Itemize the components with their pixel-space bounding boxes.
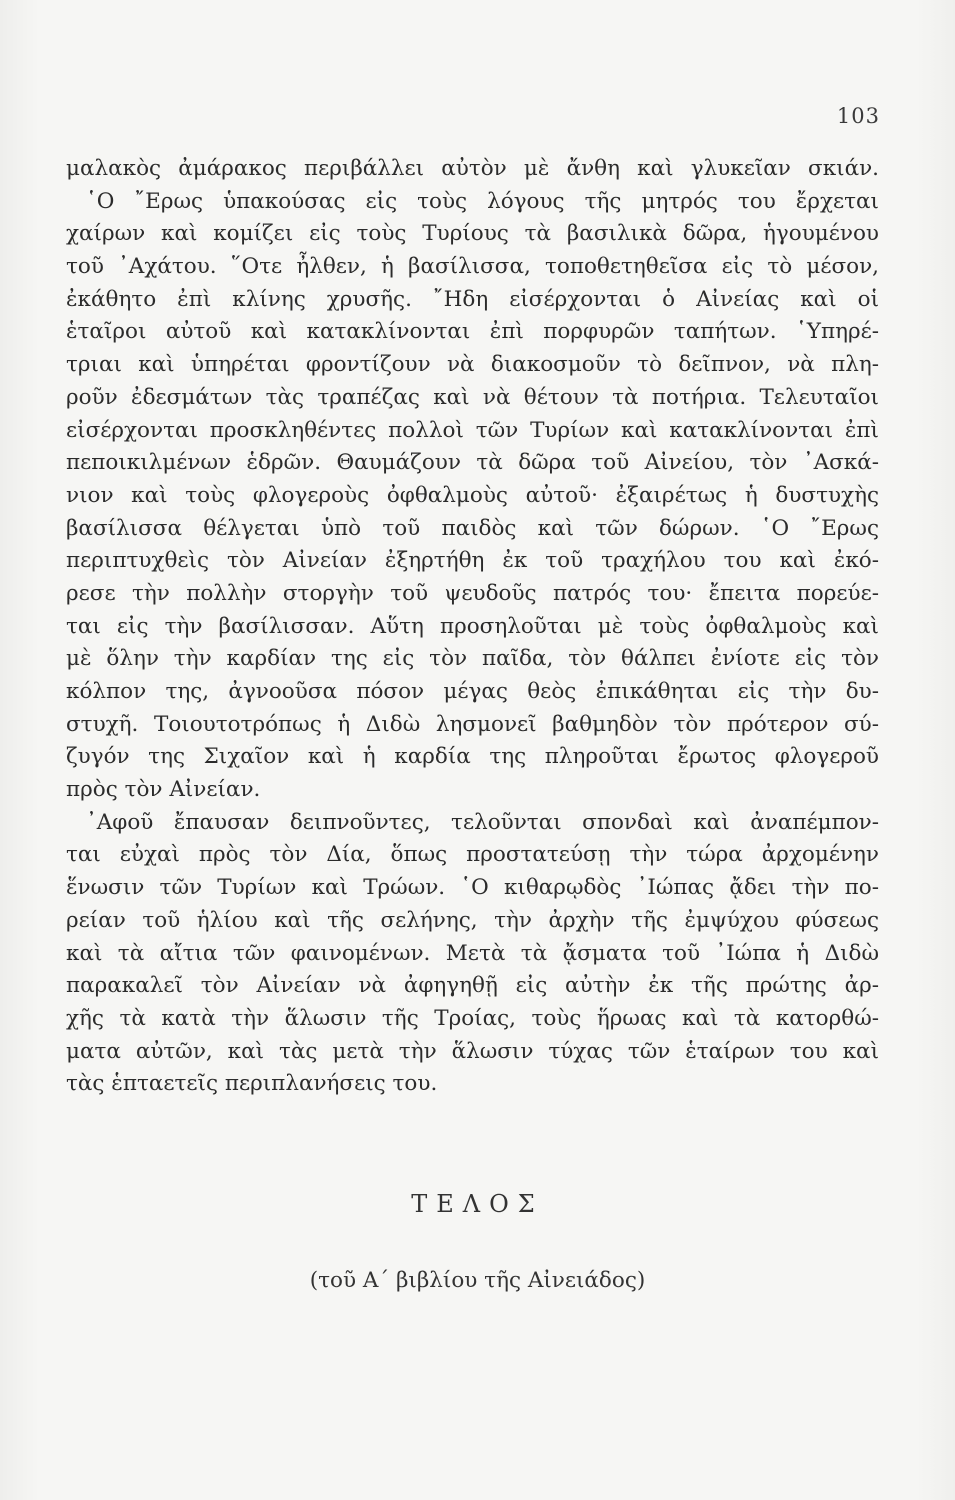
text-line: ροῦν ἐδεσμάτων τὰς τραπέζας καὶ νὰ θέτουν τὰ ποτήρια. Τελευταῖοι [66,384,879,410]
text-line: ματα αὐτῶν, καὶ τὰς μετὰ τὴν ἅλωσιν τύχας τῶν ἑταίρων του καὶ [66,1038,879,1064]
text-line: ται εἰς τὴν βασίλισσαν. Αὕτη προσηλοῦται μὲ τοὺς ὀφθαλμοὺς καὶ [66,613,879,639]
text-line: χῆς τὰ κατὰ τὴν ἅλωσιν τῆς Τροίας, τοὺς ἥρωας καὶ τὰ κατορθώ- [66,1005,879,1031]
text-line: τριαι καὶ ὑπηρέται φροντίζουν νὰ διακοσμοῦν τὸ δεῖπνον, νὰ πλη- [66,352,879,378]
text-line: ρεσε τὴν πολλὴν στοργὴν τοῦ ψευδοῦς πατρός του· ἔπειτα πορεύε- [66,580,879,606]
book-subtitle: (τοῦ Α΄ βιβλίου τῆς Αἰνειάδος) [309,1268,646,1293]
text-line: ἐκάθητο ἐπὶ κλίνης χρυσῆς. ῎Ηδη εἰσέρχονται ὁ Αἰνείας καὶ οἱ [66,286,879,312]
text-line: ρείαν τοῦ ἡλίου καὶ τῆς σελήνης, τὴν ἀρχὴν τῆς ἐμψύχου φύσεως [66,907,879,933]
text-line: πεποικιλμένων ἑδρῶν. Θαυμάζουν τὰ δῶρα τοῦ Αἰνείου, τὸν ᾿Ασκά- [66,450,879,476]
text-line: πρὸς τὸν Αἰνείαν. [66,777,261,803]
text-line: ται εὐχαὶ πρὸς τὸν Δία, ὅπως προστατεύσῃ τὴν τώρα ἀρχομένην [66,842,879,868]
text-line: ζυγόν της Σιχαῖον καὶ ἡ καρδία της πληροῦται ἔρωτος φλογεροῦ [66,744,879,770]
text-line: στυχῆ. Τοιουτοτρόπως ἡ Διδὼ λησμονεῖ βαθμηδὸν τὸν πρότερον σύ- [66,711,879,737]
body-text [66,153,879,1101]
text-line: περιπτυχθεὶς τὸν Αἰνείαν ἐξηρτήθη ἐκ τοῦ τραχήλου του καὶ ἐκό- [66,548,879,574]
page-number: 103 [836,104,880,128]
text-line: νιον καὶ τοὺς φλογεροὺς ὀφθαλμοὺς αὐτοῦ· ἐξαιρέτως ἡ δυστυχὴς [66,482,879,508]
text-line: ἕνωσιν τῶν Τυρίων καὶ Τρώων. ῾Ο κιθαρῳδὸς ᾿Ιώπας ᾄδει τὴν πο- [66,875,879,901]
text-line: ῾Ο ῎Ερως ὑπακούσας εἰς τοὺς λόγους τῆς μητρός του ἔρχεται [86,188,879,214]
text-line: βασίλισσα θέλγεται ὑπὸ τοῦ παιδὸς καὶ τῶν δώρων. ῾Ο ῎Ερως [66,515,879,541]
text-line: τὰς ἑπταετεῖς περιπλανήσεις του. [66,1071,438,1097]
text-line: εἰσέρχονται προσκληθέντες πολλοὶ τῶν Τυρίων καὶ κατακλίνονται ἐπὶ [66,417,879,443]
text-line: τοῦ ᾿Αχάτου. ῞Οτε ἦλθεν, ἡ βασίλισσα, τοποθετηθεῖσα εἰς τὸ μέσον, [66,254,879,280]
text-line: μὲ ὅλην τὴν καρδίαν της εἰς τὸν παῖδα, τὸν θάλπει ἐνίοτε εἰς τὸν [66,646,879,672]
text-line: παρακαλεῖ τὸν Αἰνείαν νὰ ἀφηγηθῇ εἰς αὐτὴν ἐκ τῆς πρώτης ἀρ- [66,973,879,999]
text-line: κόλπον της, ἀγνοοῦσα πόσον μέγας θεὸς ἐπικάθηται εἰς τὴν δυ- [66,679,879,704]
text-line: καὶ τὰ αἴτια τῶν φαινομένων. Μετὰ τὰ ᾄσματα τοῦ ᾿Ιώπα ἡ Διδὼ [66,940,879,966]
text-line: ᾿Αφοῦ ἔπαυσαν δειπνοῦντες, τελοῦνται σπονδαὶ καὶ ἀναπέμπον- [86,809,879,835]
text-line: χαίρων καὶ κομίζει εἰς τοὺς Τυρίους τὰ βασιλικὰ δῶρα, ἡγουμένου [66,221,879,247]
end-title: ΤΕΛΟΣ [411,1190,544,1218]
text-line: ἑταῖροι αὐτοῦ καὶ κατακλίνονται ἐπὶ πορφυρῶν ταπήτων. ῾Υπηρέ- [66,319,879,345]
text-line: μαλακὸς ἀμάρακος περιβάλλει αὐτὸν μὲ ἄνθη καὶ γλυκεῖαν σκιάν. [66,156,879,181]
